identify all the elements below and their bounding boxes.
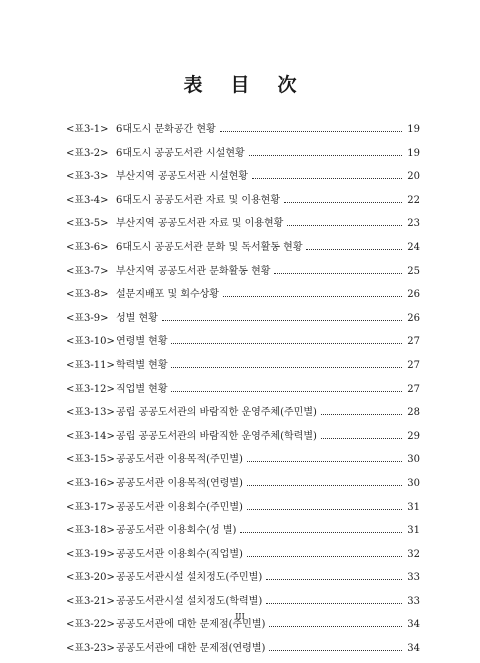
table-of-contents: [66, 120, 420, 663]
toc-entry: [66, 521, 420, 545]
toc-entry-page: 30: [407, 477, 420, 489]
toc-entry-label: 공공도서관 이용목적(연령별): [116, 477, 243, 489]
toc-entry-number: <표3-19>: [66, 548, 115, 560]
toc-entry-number: <표3-22>: [66, 619, 115, 631]
toc-entry: [66, 309, 420, 333]
dot-leader: [284, 202, 402, 203]
toc-entry-label: 6대도시 문화공간 현황: [116, 124, 216, 135]
toc-entry-number: <표3-13>: [66, 407, 115, 419]
toc-entry: [66, 403, 420, 427]
toc-entry-label: 직업별 현황: [116, 383, 168, 395]
toc-entry-number: <표3-5>: [66, 218, 109, 230]
toc-entry: [66, 120, 420, 144]
toc-entry-number: <표3-20>: [66, 572, 115, 584]
toc-entry-label: 부산지역 공공도서관 자료 및 이용현황: [116, 218, 284, 230]
toc-entry-page: 27: [407, 383, 420, 395]
toc-entry-number: <표3-10>: [66, 336, 115, 348]
toc-entry-label: 성별 현황: [116, 312, 158, 324]
toc-entry-page: 30: [407, 454, 420, 466]
toc-entry-label: 공공도서관 이용목적(주민별): [116, 454, 243, 466]
toc-entry: [66, 356, 420, 380]
page-title: [0, 70, 480, 97]
toc-entry-page: 34: [407, 643, 420, 655]
toc-entry-page: 25: [407, 265, 420, 277]
toc-entry-label: 6대도시 공공도서관 시설현황: [116, 147, 245, 159]
toc-entry-page: 24: [407, 241, 420, 253]
page-number: III: [235, 612, 245, 621]
toc-entry: [66, 285, 420, 309]
toc-entry: [66, 380, 420, 404]
toc-entry: [66, 427, 420, 451]
dot-leader: [247, 556, 402, 557]
toc-entry-page: 27: [407, 359, 420, 371]
toc-entry: [66, 214, 420, 238]
dot-leader: [220, 131, 402, 132]
toc-entry-label: 부산지역 공공도서관 문화활동 현황: [116, 265, 271, 277]
toc-entry-page: 20: [407, 171, 420, 183]
toc-entry-number: <표3-18>: [66, 525, 115, 537]
toc-entry-label: 공공도서관시설 설치정도(주민별): [116, 572, 263, 584]
toc-entry-label: 6대도시 공공도서관 문화 및 독서활동 현황: [116, 241, 303, 253]
toc-entry-label: 부산지역 공공도서관 시설현황: [116, 171, 248, 183]
dot-leader: [249, 155, 402, 156]
toc-entry-number: <표3-11>: [66, 359, 115, 371]
toc-entry: [66, 639, 420, 663]
toc-entry-number: <표3-3>: [66, 171, 109, 183]
toc-entry-number: <표3-4>: [66, 194, 109, 206]
toc-entry-page: 33: [407, 572, 420, 584]
toc-entry-label: 공공도서관시설 설치정도(학력별): [116, 595, 263, 607]
title-char-3: 次: [277, 74, 297, 96]
toc-entry: [66, 450, 420, 474]
toc-entry-number: <표3-1>: [66, 124, 109, 135]
toc-entry-number: <표3-14>: [66, 430, 115, 442]
dot-leader: [247, 461, 402, 462]
toc-entry-label: 6대도시 공공도서관 자료 및 이용현황: [116, 194, 280, 206]
dot-leader: [287, 225, 402, 226]
title-char-1: 表: [183, 74, 203, 96]
toc-entry: [66, 238, 420, 262]
toc-entry-page: 31: [407, 525, 420, 537]
toc-entry: [66, 332, 420, 356]
toc-entry-page: 31: [407, 501, 420, 513]
toc-entry: [66, 568, 420, 592]
toc-entry-page: 22: [407, 194, 420, 206]
toc-entry-label: 공공도서관 이용회수(성 별): [116, 525, 237, 537]
toc-entry-label: 공립 공공도서관의 바람직한 운영주체(학력별): [116, 430, 317, 442]
toc-entry-number: <표3-9>: [66, 312, 109, 324]
toc-entry-number: <표3-15>: [66, 454, 115, 466]
dot-leader: [162, 320, 402, 321]
toc-entry-label: 연령별 현황: [116, 336, 168, 348]
dot-leader: [274, 273, 402, 274]
toc-entry-number: <표3-2>: [66, 147, 109, 159]
dot-leader: [247, 485, 402, 486]
dot-leader: [240, 532, 402, 533]
toc-entry-number: <표3-16>: [66, 477, 115, 489]
toc-entry-number: <표3-8>: [66, 289, 109, 301]
dot-leader: [269, 626, 402, 627]
toc-entry-page: 32: [407, 548, 420, 560]
toc-entry-page: 19: [407, 147, 420, 159]
toc-entry-label: 공공도서관 이용회수(직업별): [116, 548, 243, 560]
toc-entry-number: <표3-21>: [66, 595, 115, 607]
dot-leader: [247, 509, 402, 510]
dot-leader: [223, 296, 402, 297]
toc-entry-label: 공공도서관 이용회수(주민별): [116, 501, 243, 513]
toc-entry: [66, 545, 420, 569]
toc-entry-number: <표3-17>: [66, 501, 115, 513]
dot-leader: [321, 414, 402, 415]
toc-entry-number: <표3-6>: [66, 241, 109, 253]
toc-entry-page: 33: [407, 595, 420, 607]
toc-entry-page: 19: [407, 124, 420, 135]
dot-leader: [171, 391, 402, 392]
dot-leader: [171, 343, 402, 344]
dot-leader: [252, 178, 402, 179]
dot-leader: [171, 367, 402, 368]
toc-entry: [66, 191, 420, 215]
dot-leader: [266, 579, 402, 580]
toc-entry-number: <표3-23>: [66, 643, 115, 655]
toc-entry: [66, 167, 420, 191]
toc-entry-label: 공립 공공도서관의 바람직한 운영주체(주민별): [116, 407, 317, 419]
toc-entry-label: 학력별 현황: [116, 359, 168, 371]
toc-entry-label: 공공도서관에 대한 문제점(주민별): [116, 619, 266, 631]
dot-leader: [321, 438, 402, 439]
dot-leader: [269, 650, 402, 651]
toc-entry-page: 26: [407, 312, 420, 324]
toc-entry-label: 공공도서관에 대한 문제점(연령별): [116, 643, 266, 655]
dot-leader: [266, 603, 402, 604]
title-char-2: 目: [230, 74, 250, 96]
toc-entry: [66, 474, 420, 498]
toc-entry: [66, 498, 420, 522]
dot-leader: [306, 249, 402, 250]
toc-entry-page: 34: [407, 619, 420, 631]
toc-entry: [66, 262, 420, 286]
toc-entry-page: 29: [407, 430, 420, 442]
toc-entry: [66, 144, 420, 168]
toc-entry-label: 설문지배포 및 회수상황: [116, 289, 219, 301]
toc-entry-number: <표3-12>: [66, 383, 115, 395]
toc-entry-page: 26: [407, 289, 420, 301]
toc-entry-number: <표3-7>: [66, 265, 109, 277]
toc-entry-page: 28: [407, 407, 420, 419]
toc-entry-page: 27: [407, 336, 420, 348]
toc-entry-page: 23: [407, 218, 420, 230]
